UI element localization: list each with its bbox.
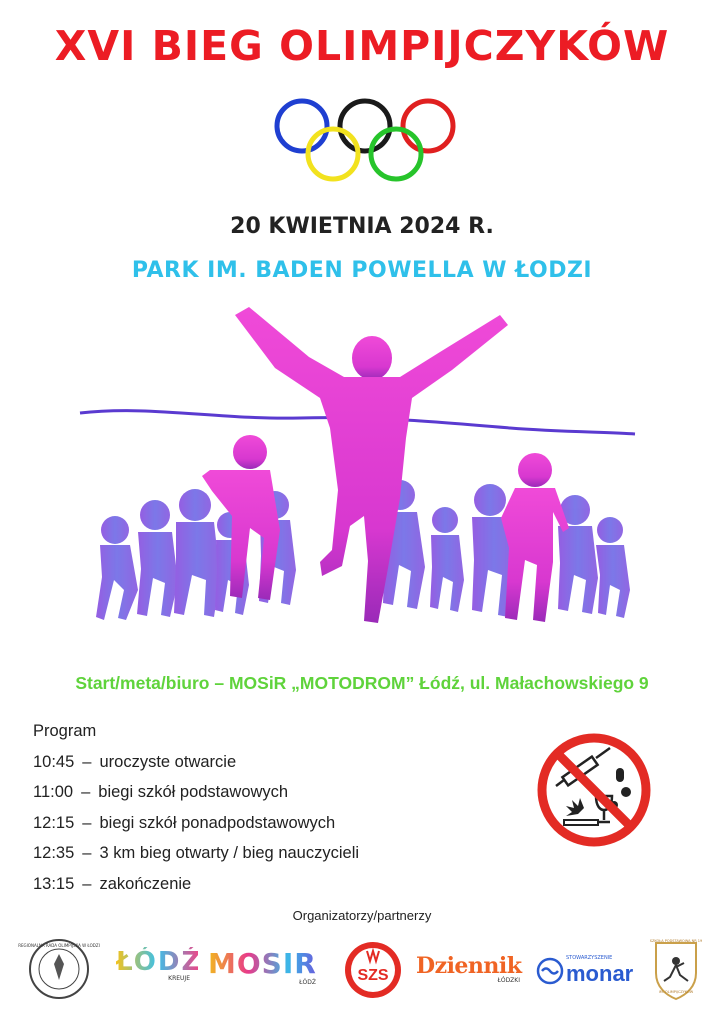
program-dash: – — [81, 783, 91, 801]
mosir-logo-text: MOSIR — [208, 949, 328, 979]
regional-council-text: REGIONALNA RADA OLIMPIJSKA W ŁODZI — [18, 943, 100, 948]
school-logo — [650, 937, 702, 1003]
program-time: 13:15 — [33, 874, 75, 893]
runners-illustration — [70, 300, 650, 645]
program-item — [33, 838, 359, 869]
monar-logo-text: monar — [566, 961, 634, 986]
dziennik-logo — [416, 955, 520, 984]
szs-logo-text: SZS — [357, 967, 389, 984]
program-label: biegi szkół ponadpodstawowych — [99, 813, 336, 832]
mosir-logo — [208, 949, 328, 986]
program-heading: Program — [33, 722, 97, 740]
program-item — [33, 808, 359, 839]
event-place: PARK IM. BADEN POWELLA W ŁODZI — [131, 258, 593, 283]
program-time: 12:15 — [33, 813, 75, 832]
program-item — [33, 747, 359, 778]
lodz-logo-text: ŁÓDŹ — [116, 947, 203, 977]
program-list — [33, 716, 359, 899]
program-dash: – — [82, 874, 92, 893]
school-bottom-text: IM. OLIMPIJCZYKÓW — [658, 990, 694, 994]
lodz-logo — [116, 947, 203, 982]
monar-small-text: STOWARZYSZENIE — [566, 955, 613, 961]
event-date: 20 KWIETNIA 2024 R. — [230, 214, 494, 239]
mosir-logo-sub: ŁÓDŹ — [299, 979, 316, 986]
program-label: zakończenie — [99, 874, 192, 893]
program-item — [33, 869, 359, 900]
regional-council-logo — [18, 938, 100, 1000]
no-drugs-sign-icon — [534, 730, 654, 850]
dziennik-logo-text: Dziennik — [416, 953, 522, 979]
event-title: XVI BIEG OLIMPIJCZYKÓW — [54, 22, 670, 70]
program-label: biegi szkół podstawowych — [98, 783, 289, 801]
program-item — [33, 777, 359, 808]
dziennik-logo-sub: ŁÓDZKI — [497, 977, 520, 984]
partner-logos — [0, 935, 724, 1005]
school-top-text: SZKOŁA PODSTAWOWA NR 19 — [649, 939, 703, 943]
szs-logo — [343, 939, 403, 1001]
program-time: 12:35 — [33, 844, 75, 862]
program-dash: – — [82, 813, 92, 832]
olympic-rings-icon — [270, 98, 460, 186]
monar-wave-icon — [536, 957, 564, 985]
program-label: uroczyste otwarcie — [99, 752, 237, 771]
program-time: 10:45 — [33, 752, 75, 771]
program-dash: – — [82, 752, 92, 771]
organizers-label: Organizatorzy/partnerzy — [292, 908, 432, 923]
program-dash: – — [82, 844, 92, 862]
start-meta-info: Start/meta/biuro – MOSiR „MOTODROM” Łódź, ul. Małachowskiego 9 — [75, 673, 649, 693]
lodz-logo-sub: KREUJE — [168, 975, 190, 982]
program-time: 11:00 — [33, 783, 74, 801]
program-label: 3 km bieg otwarty / bieg nauczycieli — [99, 844, 360, 862]
